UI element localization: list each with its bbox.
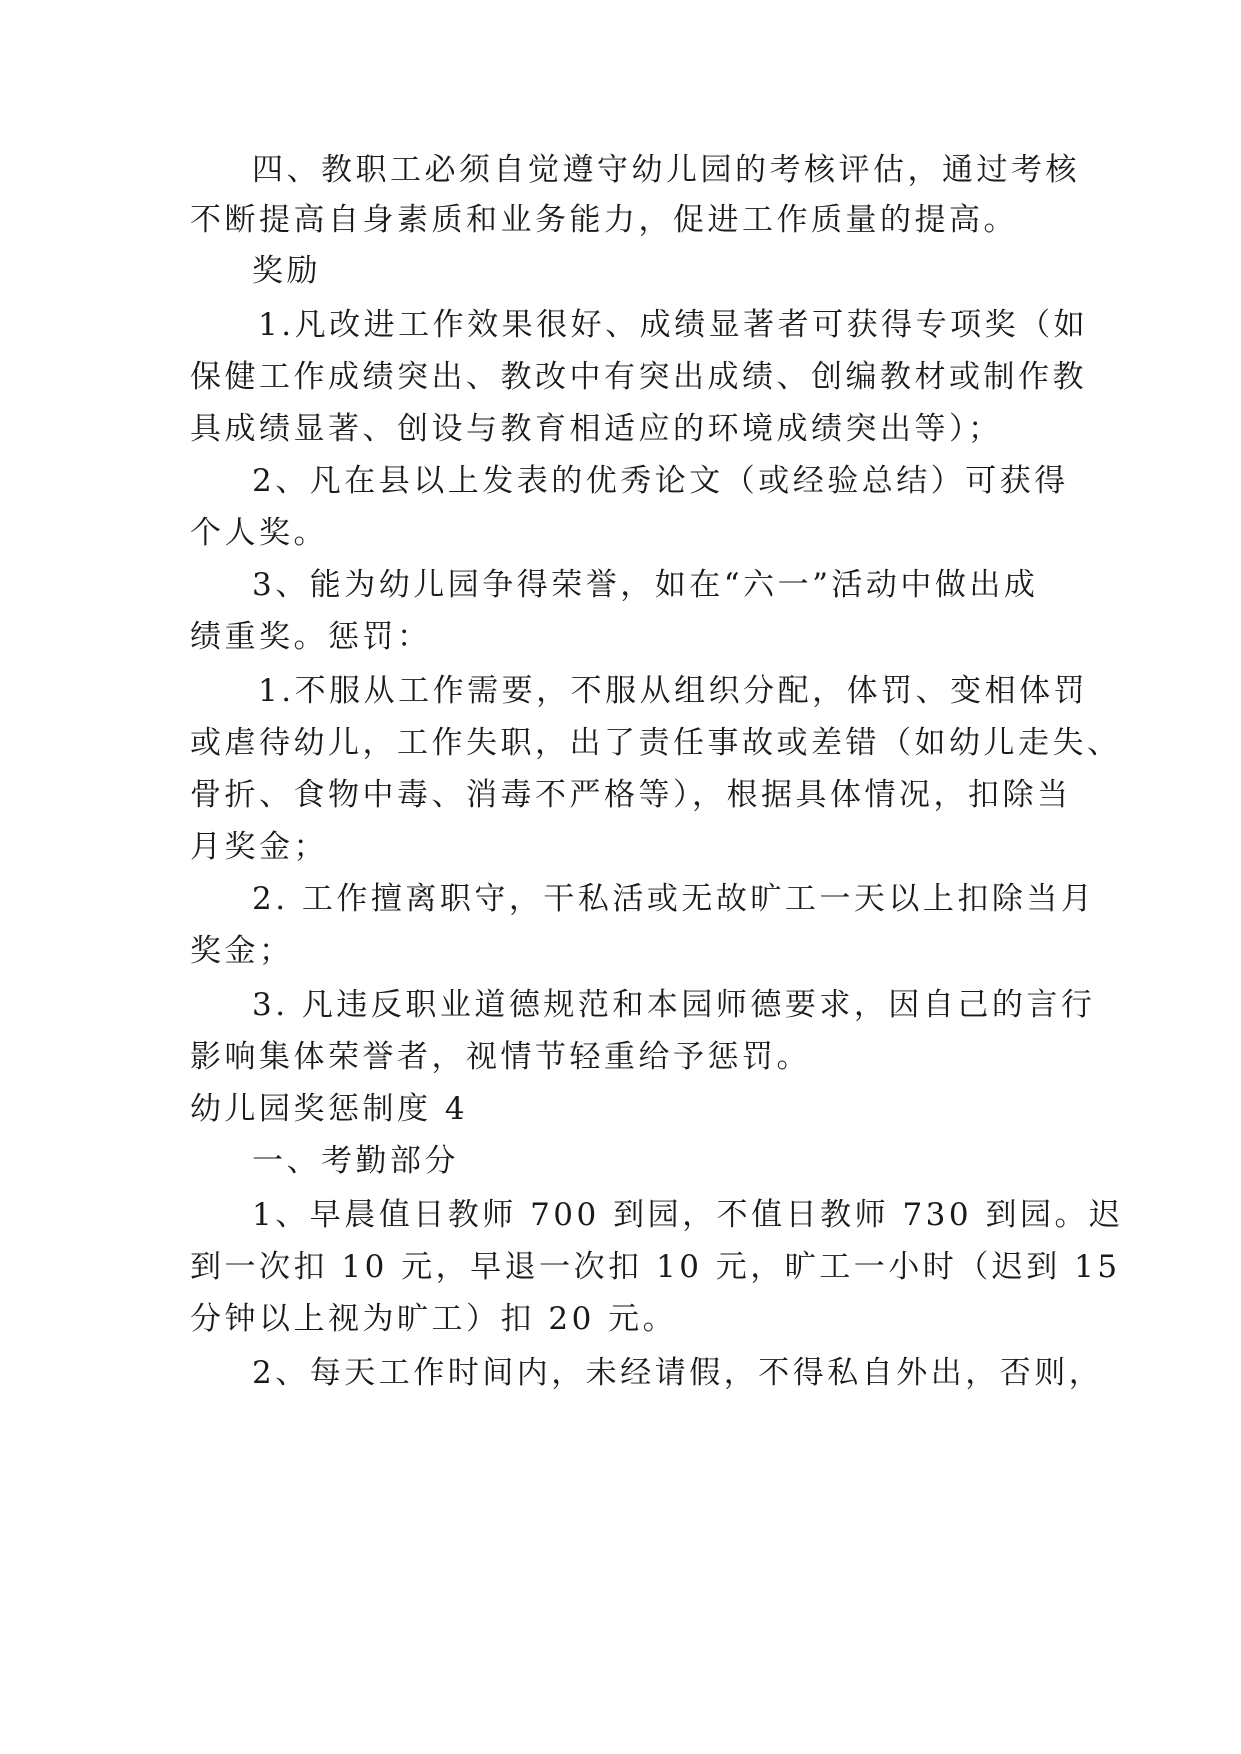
paragraph-line: 1、早晨值日教师 700 到园，不值日教师 730 到园。迟: [252, 1197, 1124, 1233]
paragraph-line: 奖金；: [190, 933, 294, 969]
paragraph-line: 具成绩显著、创设与教育相适应的环境成绩突出等）；: [190, 411, 1003, 447]
paragraph-line: 2、每天工作时间内，未经请假，不得私自外出，否则，: [252, 1355, 1104, 1391]
paragraph-line: 影响集体荣誉者，视情节轻重给予惩罚。: [190, 1039, 811, 1075]
paragraph-line: 3、能为幼儿园争得荣誉，如在“六一”活动中做出成: [252, 567, 1039, 603]
paragraph-line: 个人奖。: [190, 515, 328, 551]
paragraph-line: 到一次扣 10 元，早退一次扣 10 元，旷工一小时（迟到 15: [190, 1249, 1121, 1285]
paragraph-line: 不断提高自身素质和业务能力，促进工作质量的提高。: [190, 202, 1018, 238]
paragraph-line: 分钟以上视为旷工）扣 20 元。: [190, 1301, 678, 1337]
paragraph-line: 1.不服从工作需要，不服从组织分配，体罚、变相体罚: [258, 673, 1089, 709]
paragraph-line: 1.凡改进工作效果很好、成绩显著者可获得专项奖（如: [258, 307, 1089, 343]
document-section-title: 幼儿园奖惩制度 4: [190, 1091, 469, 1127]
section-heading-reward: 奖励: [252, 253, 321, 289]
paragraph-line: 保健工作成绩突出、教改中有突出成绩、创编教材或制作教: [190, 359, 1087, 395]
paragraph-line: 或虐待幼儿，工作失职，出了责任事故或差错（如幼儿走失、: [190, 725, 1122, 761]
section-heading-attendance: 一、考勤部分: [252, 1143, 459, 1179]
paragraph-line: 四、教职工必须自觉遵守幼儿园的考核评估，通过考核: [252, 152, 1080, 188]
paragraph-line: 绩重奖。惩罚：: [190, 619, 432, 655]
paragraph-line: 月奖金；: [190, 829, 328, 865]
paragraph-line: 2. 工作擅离职守，干私活或无故旷工一天以上扣除当月: [252, 881, 1096, 917]
paragraph-line: 骨折、食物中毒、消毒不严格等），根据具体情况，扣除当: [190, 777, 1072, 813]
paragraph-line: 3. 凡违反职业道德规范和本园师德要求，因自己的言行: [252, 987, 1096, 1023]
paragraph-line: 2、凡在县以上发表的优秀论文（或经验总结）可获得: [252, 463, 1069, 499]
